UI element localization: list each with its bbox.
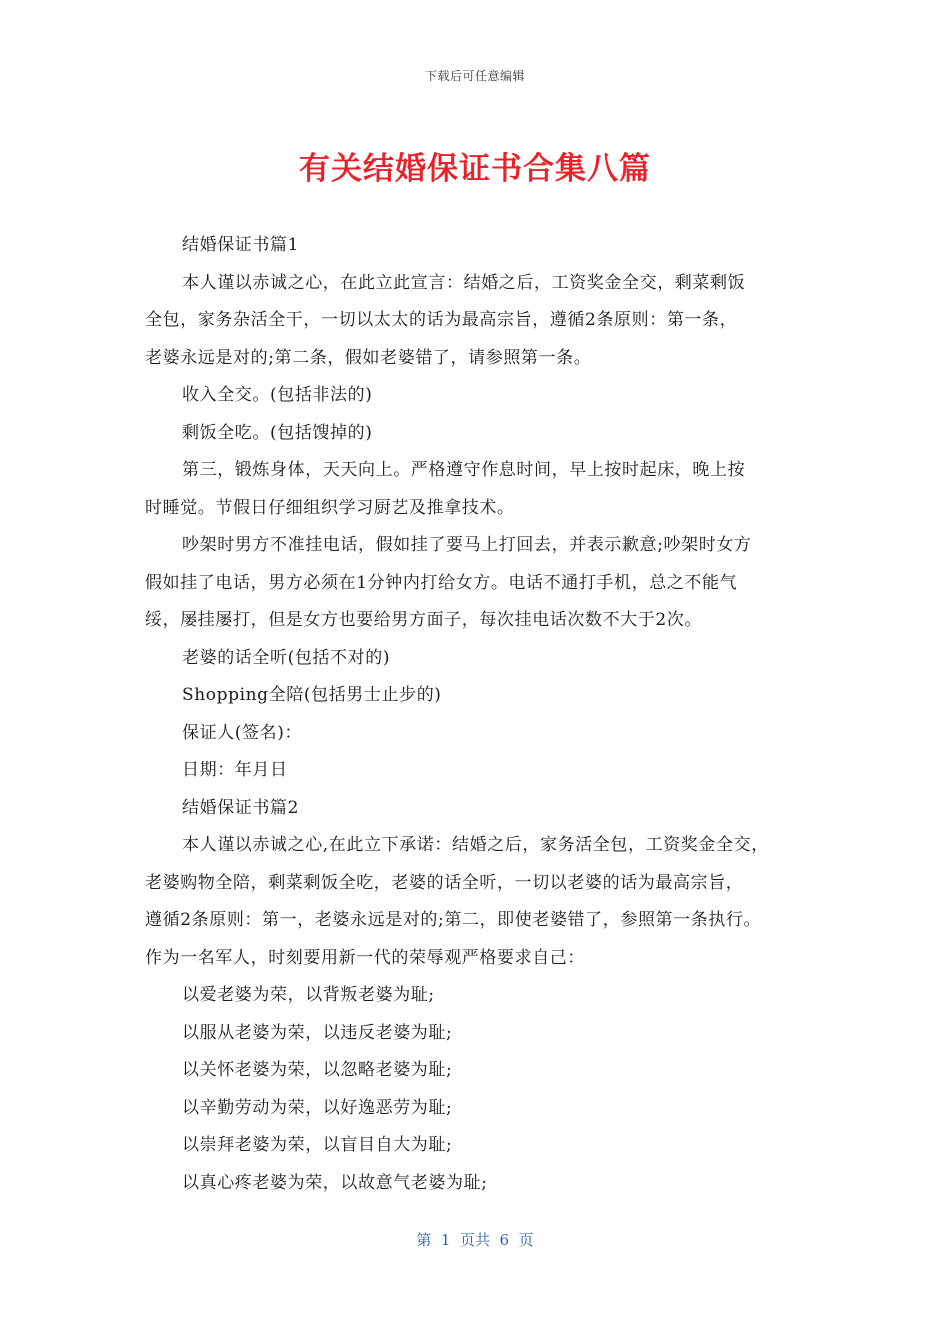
header-note: 下载后可任意编辑 (424, 69, 525, 83)
text-line: Shopping全陪(包括男士止步的) (182, 685, 442, 705)
text-line: 以服从老婆为荣，以违反老婆为耻; (182, 1022, 453, 1043)
text-line: 全包，家务杂活全干，一切以太太的话为最高宗旨，遵循2条原则：第一条， (145, 310, 738, 330)
text-line: 老婆购物全陪，剩菜剩饭全吃，老婆的话全听，一切以老婆的话为最高宗旨， (145, 872, 744, 893)
text-line: 结婚保证书篇1 (182, 235, 300, 255)
text-line: 日期：年月日 (182, 760, 288, 780)
text-line: 以关怀老婆为荣，以忽略老婆为耻; (182, 1060, 453, 1080)
text-line: 第三，锻炼身体，天天向上。严格遵守作息时间，早上按时起床，晚上按 (182, 460, 746, 480)
text-line: 以崇拜老婆为荣，以盲目自大为耻; (182, 1135, 453, 1155)
text-line: 本人谨以赤诚之心,在此立下承诺：结婚之后，家务活全包，工资奖金全交， (182, 835, 769, 855)
text-line: 以爱老婆为荣，以背叛老婆为耻; (182, 985, 435, 1005)
text-line: 本人谨以赤诚之心，在此立此宣言：结婚之后，工资奖金全交，剩菜剩饭 (182, 272, 746, 293)
text-line: 假如挂了电话，男方必须在1分钟内打给女方。电话不通打手机，总之不能气 (145, 572, 738, 593)
text-line: 结婚保证书篇2 (182, 797, 300, 818)
text-line: 老婆永远是对的;第二条，假如老婆错了，请参照第一条。 (145, 347, 592, 368)
text-line: 收入全交。(包括非法的) (182, 385, 373, 405)
text-line: 时睡觉。节假日仔细组织学习厨艺及推拿技术。 (145, 497, 515, 518)
text-line: 绥，屡挂屡打，但是女方也要给男方面子，每次挂电话次数不大于2次。 (145, 610, 703, 630)
text-line: 剩饭全吃。(包括馊掉的) (182, 422, 373, 443)
document-title: 有关结婚保证书合集八篇 (299, 151, 651, 187)
text-line: 老婆的话全听(包括不对的) (182, 647, 391, 668)
text-line: 作为一名军人，时刻要用新一代的荣辱观严格要求自己： (145, 947, 585, 968)
page-footer: 第 1 页共 6 页 (416, 1231, 534, 1249)
text-line: 以真心疼老婆为荣，以故意气老婆为耻; (182, 1172, 488, 1193)
text-line: 遵循2条原则：第一，老婆永远是对的;第二，即使老婆错了，参照第一条执行。 (145, 910, 762, 930)
text-line: 以辛勤劳动为荣，以好逸恶劳为耻; (182, 1097, 453, 1118)
text-line: 吵架时男方不准挂电话，假如挂了要马上打回去，并表示歉意;吵架时女方 (182, 535, 752, 555)
document-body (145, 227, 825, 1202)
text-line: 保证人(签名)： (182, 722, 303, 743)
